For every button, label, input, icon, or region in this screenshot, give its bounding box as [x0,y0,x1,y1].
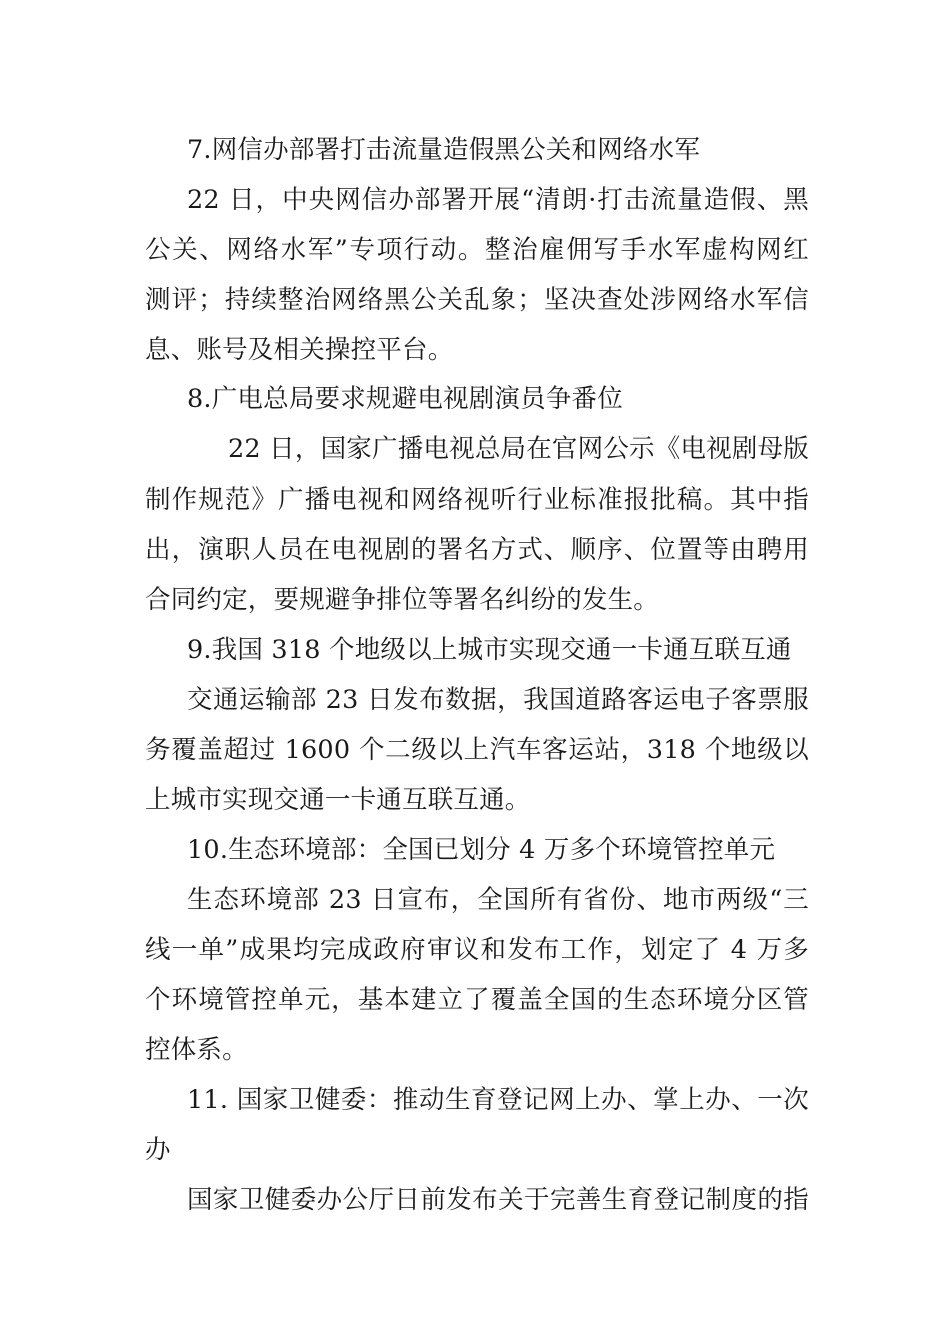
section-8-line-3: 出，演职人员在电视剧的署名方式、顺序、位置等由聘用 [145,535,809,565]
section-7-line-4: 息、账号及相关操控平台。 [145,335,454,365]
section-7-heading: 7.网信办部署打击流量造假黑公关和网络水军 [187,135,701,165]
section-9-line-3: 上城市实现交通一卡通互联互通。 [145,785,531,815]
section-7-line-2: 公关、网络水军”专项行动。整治雇佣写手水军虚构网红 [145,235,809,265]
section-8-heading: 8.广电总局要求规避电视剧演员争番位 [187,384,623,414]
section-9-heading: 9.我国 318 个地级以上城市实现交通一卡通互联互通 [187,635,792,665]
section-7-line-3: 测评；持续整治网络黑公关乱象；坚决查处涉网络水军信 [145,285,809,315]
section-10-line-3: 个环境管控单元，基本建立了覆盖全国的生态环境分区管 [145,985,809,1015]
section-8-line-4: 合同约定，要规避争排位等署名纠纷的发生。 [145,585,660,615]
section-8-line-1: 22 日，国家广播电视总局在官网公示《电视剧母版 [228,434,809,464]
section-10-line-2: 线一单”成果均完成政府审议和发布工作，划定了 4 万多 [145,935,809,965]
section-7-line-1: 22 日，中央网信办部署开展“清朗·打击流量造假、黑 [187,185,809,215]
section-11-heading-line-2: 办 [145,1135,171,1165]
section-11-heading-line-1: 11. 国家卫健委：推动生育登记网上办、掌上办、一次 [187,1085,809,1115]
section-10-heading: 10.生态环境部：全国已划分 4 万多个环境管控单元 [187,835,776,865]
section-9-line-2: 务覆盖超过 1600 个二级以上汽车客运站，318 个地级以 [145,735,809,765]
section-8-line-2: 制作规范》广播电视和网络视听行业标准报批稿。其中指 [145,485,809,515]
section-9-line-1: 交通运输部 23 日发布数据，我国道路客运电子客票服 [187,685,809,715]
section-11-line-1: 国家卫健委办公厅日前发布关于完善生育登记制度的指 [187,1185,809,1215]
section-10-line-4: 控体系。 [145,1035,248,1065]
section-10-line-1: 生态环境部 23 日宣布，全国所有省份、地市两级“三 [187,885,809,915]
